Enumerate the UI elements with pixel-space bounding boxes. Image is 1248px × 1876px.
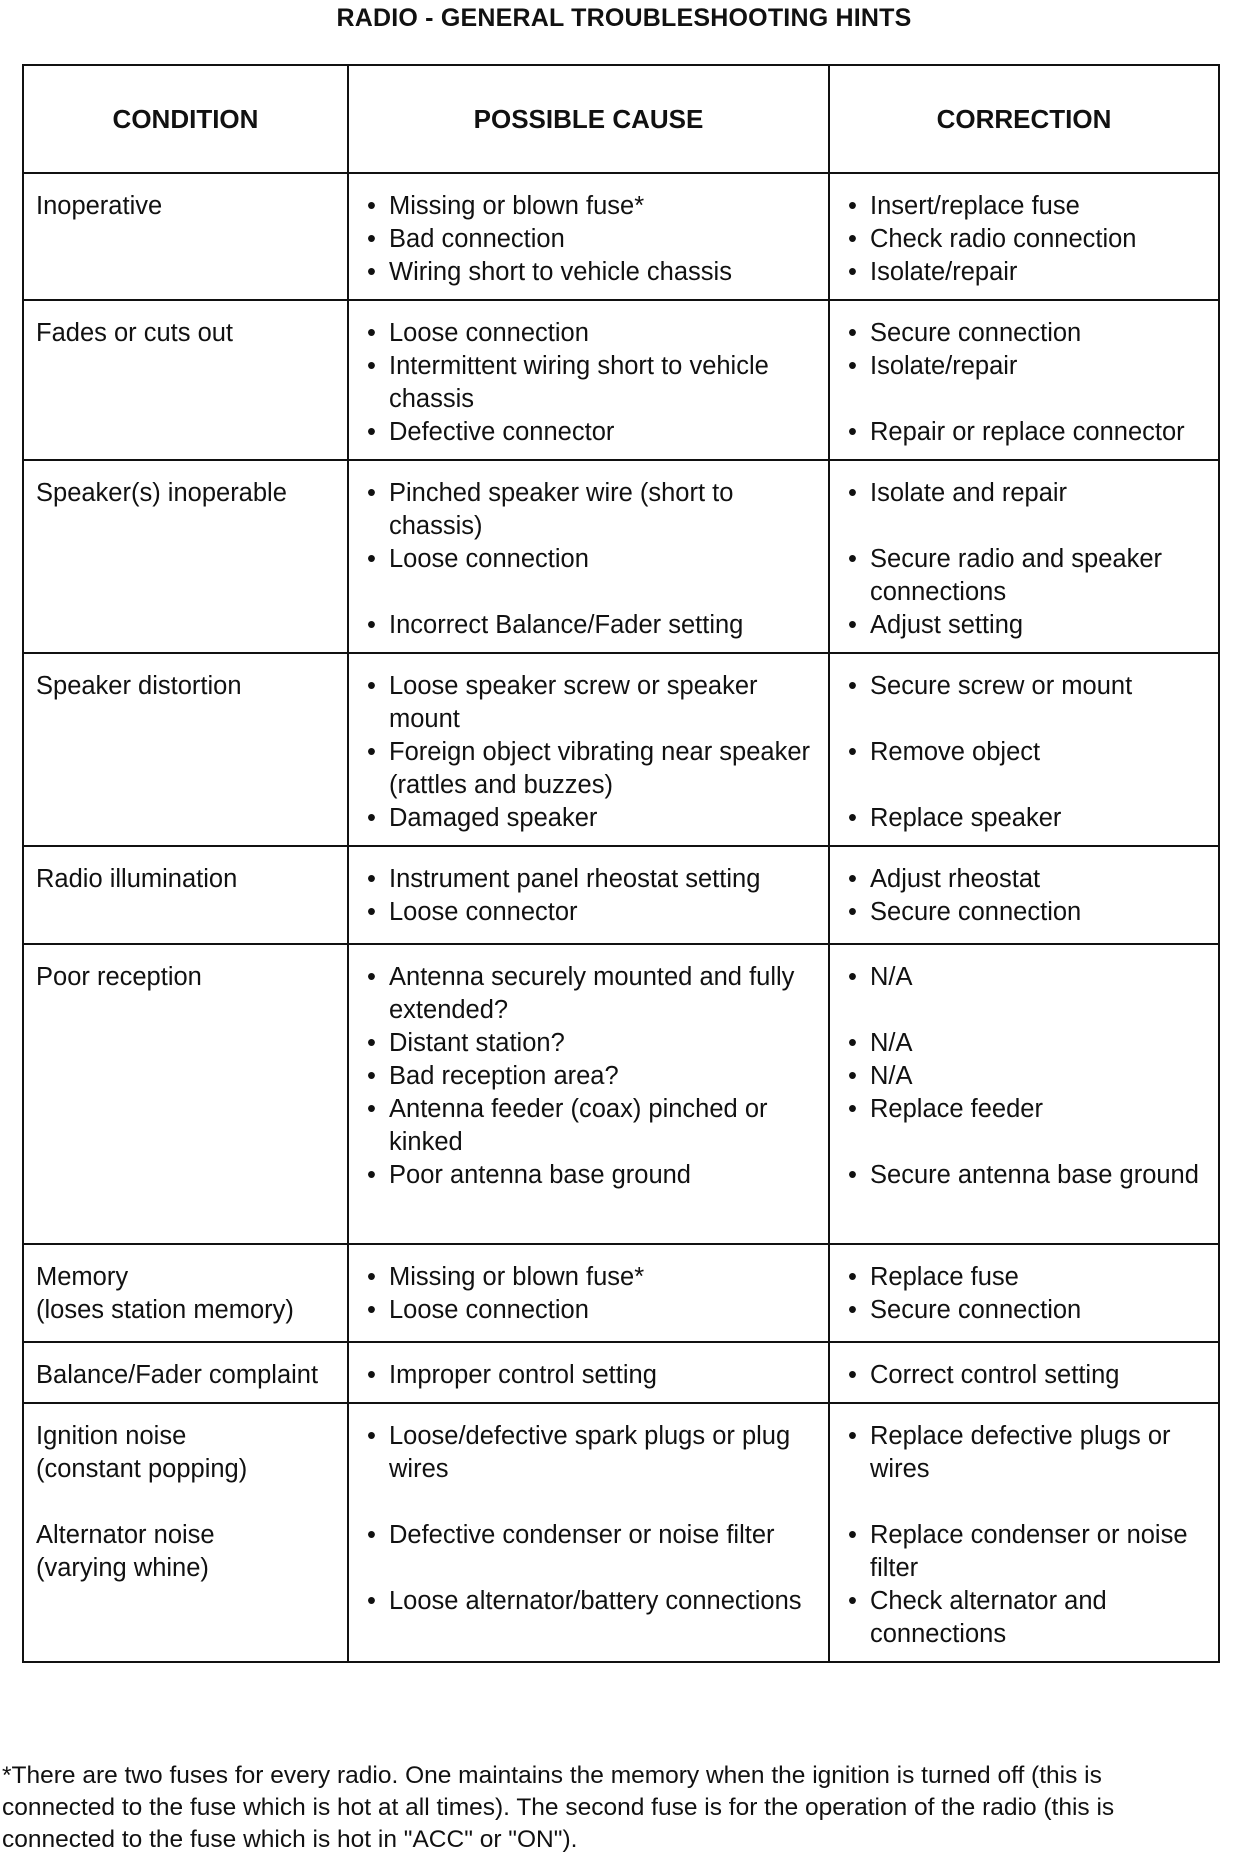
correction-item: • Secure antenna base ground: [842, 1159, 1210, 1192]
correction-item: • Secure connection: [842, 896, 1210, 929]
condition-text: Fades or cuts out: [36, 319, 234, 347]
correction-item: • Correct control setting: [842, 1359, 1210, 1392]
cause-item: • Intermittent wiring short to vehicle chassis: [361, 350, 820, 416]
table-row: [23, 1403, 1219, 1662]
correction-item: • Repair or replace connector: [842, 416, 1210, 449]
cause-item: • Defective condenser or noise filter: [361, 1519, 820, 1552]
condition-cell: [23, 944, 348, 1244]
cause-item: • Loose connection: [361, 317, 820, 350]
cause-cell: [348, 846, 829, 944]
condition-cell: [23, 1403, 348, 1662]
table-row: [23, 944, 1219, 1244]
cause-cell: [348, 1244, 829, 1342]
table-row: [23, 173, 1219, 300]
correction-item: • Adjust rheostat: [842, 863, 1210, 896]
correction-item: • Check alternator and connections: [842, 1585, 1210, 1651]
cause-item: • Pinched speaker wire (short to chassis): [361, 477, 820, 543]
condition-text: Speaker(s) inoperable: [36, 479, 287, 507]
correction-cell: [829, 173, 1219, 300]
condition-text: (loses station memory): [36, 1296, 294, 1324]
correction-cell: [829, 653, 1219, 846]
correction-cell: [829, 944, 1219, 1244]
condition-text: (varying whine): [36, 1554, 209, 1582]
correction-cell: [829, 460, 1219, 653]
cause-item: • Damaged speaker: [361, 802, 820, 835]
correction-item: • N/A: [842, 1027, 1210, 1060]
table-row: [23, 300, 1219, 460]
table-row: [23, 653, 1219, 846]
condition-cell: [23, 1244, 348, 1342]
correction-cell: [829, 1403, 1219, 1662]
condition-text: Inoperative: [36, 192, 163, 220]
correction-item: • Secure screw or mount: [842, 670, 1210, 703]
cause-item: • Bad connection: [361, 223, 820, 256]
condition-cell: [23, 1342, 348, 1403]
cause-item: • Instrument panel rheostat setting: [361, 863, 820, 896]
cause-item: • Incorrect Balance/Fader setting: [361, 609, 820, 642]
correction-item: • N/A: [842, 1060, 1210, 1093]
correction-item: • N/A: [842, 961, 1210, 994]
cause-cell: [348, 944, 829, 1244]
correction-item: • Replace condenser or noise filter: [842, 1519, 1210, 1585]
condition-text: Alternator noise: [36, 1521, 215, 1549]
condition-cell: [23, 653, 348, 846]
table-row: [23, 460, 1219, 653]
correction-cell: [829, 1342, 1219, 1403]
cause-item: • Improper control setting: [361, 1359, 820, 1392]
cause-item: • Antenna feeder (coax) pinched or kinked: [361, 1093, 820, 1159]
header-correction: CORRECTION: [829, 65, 1219, 173]
document-title: RADIO - GENERAL TROUBLESHOOTING HINTS: [336, 4, 912, 32]
cause-item: • Loose connector: [361, 896, 820, 929]
cause-cell: [348, 173, 829, 300]
correction-item: • Isolate and repair: [842, 477, 1210, 510]
cause-item: • Antenna securely mounted and fully extended?: [361, 961, 820, 1027]
correction-item: • Secure connection: [842, 317, 1210, 350]
cause-item: • Wiring short to vehicle chassis: [361, 256, 820, 289]
condition-text: Balance/Fader complaint: [36, 1361, 319, 1389]
cause-cell: [348, 300, 829, 460]
correction-item: • Isolate/repair: [842, 350, 1210, 383]
cause-item: • Bad reception area?: [361, 1060, 820, 1093]
cause-item: • Defective connector: [361, 416, 820, 449]
cause-item: • Loose speaker screw or speaker mount: [361, 670, 820, 736]
table-header-row: [23, 65, 1219, 173]
condition-cell: [23, 300, 348, 460]
correction-cell: [829, 846, 1219, 944]
table-row: [23, 1244, 1219, 1342]
correction-cell: [829, 1244, 1219, 1342]
cause-item: • Missing or blown fuse*: [361, 1261, 820, 1294]
header-possible-cause: POSSIBLE CAUSE: [348, 65, 829, 173]
condition-text: Memory: [36, 1263, 129, 1291]
cause-item: • Loose connection: [361, 1294, 820, 1327]
condition-cell: [23, 173, 348, 300]
condition-cell: [23, 460, 348, 653]
correction-item: • Check radio connection: [842, 223, 1210, 256]
correction-item: • Replace defective plugs or wires: [842, 1420, 1210, 1486]
table-row: [23, 1342, 1219, 1403]
cause-item: • Foreign object vibrating near speaker (rattles and buzzes): [361, 736, 820, 802]
footnote: *There are two fuses for every radio. One maintains the memory when the ignition is turned off (this is connected to the fuse which is hot at all times). The second fuse is for the operation of the radio (this is connected to the fuse which is hot in "ACC" or "ON").: [2, 1762, 1115, 1853]
condition-text: Ignition noise: [36, 1422, 187, 1450]
correction-item: • Secure radio and speaker connections: [842, 543, 1210, 609]
condition-cell: [23, 846, 348, 944]
header-condition: CONDITION: [23, 65, 348, 173]
correction-cell: [829, 300, 1219, 460]
cause-item: • Missing or blown fuse*: [361, 190, 820, 223]
cause-cell: [348, 460, 829, 653]
cause-cell: [348, 653, 829, 846]
condition-text: Poor reception: [36, 963, 202, 991]
troubleshooting-table: [22, 64, 1220, 1663]
correction-item: • Adjust setting: [842, 609, 1210, 642]
correction-item: • Replace feeder: [842, 1093, 1210, 1126]
cause-cell: [348, 1342, 829, 1403]
cause-item: • Poor antenna base ground: [361, 1159, 820, 1192]
condition-text: Speaker distortion: [36, 672, 242, 700]
correction-item: • Remove object: [842, 736, 1210, 769]
cause-cell: [348, 1403, 829, 1662]
condition-text: (constant popping): [36, 1455, 248, 1483]
table-row: [23, 846, 1219, 944]
correction-item: • Secure connection: [842, 1294, 1210, 1327]
cause-item: • Loose/defective spark plugs or plug wires: [361, 1420, 820, 1486]
correction-item: • Replace speaker: [842, 802, 1210, 835]
condition-text: Radio illumination: [36, 865, 238, 893]
correction-item: • Isolate/repair: [842, 256, 1210, 289]
correction-item: • Replace fuse: [842, 1261, 1210, 1294]
cause-item: • Loose connection: [361, 543, 820, 576]
cause-item: • Loose alternator/battery connections: [361, 1585, 820, 1618]
cause-item: • Distant station?: [361, 1027, 820, 1060]
correction-item: • Insert/replace fuse: [842, 190, 1210, 223]
